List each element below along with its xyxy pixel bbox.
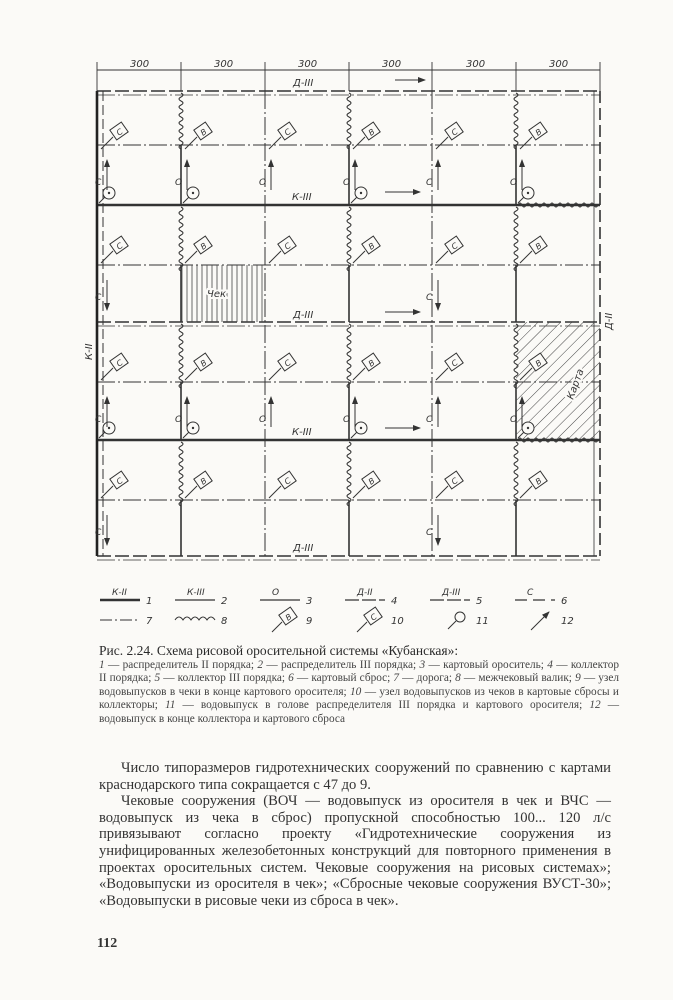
channel-letter: С — [95, 293, 102, 303]
node-letter: В — [533, 127, 544, 138]
legend-number: 12 — [561, 616, 574, 627]
node-letter: В — [366, 241, 377, 252]
node-stem — [353, 368, 365, 380]
caption-item-text: — картовый сброс; — [293, 672, 394, 685]
node-stem — [185, 486, 197, 498]
node-letter: С — [449, 241, 460, 252]
node-letter: С — [282, 476, 293, 487]
head-outlet-dot — [360, 192, 362, 194]
channel-letter: С — [426, 528, 433, 538]
caption-item-text: — коллектор III порядка; — [160, 672, 289, 685]
legend-item — [260, 588, 312, 607]
body-text — [99, 760, 611, 909]
paragraph: Чековые сооружения (ВОЧ — водовыпуск из оросителя в чек и ВЧС — водовыпуск из чека в сброс) пропускной способностью 100... 120 л/с привязывают согласно проекту «Гидротехнические сооружения из унифицированных железобетонных конструкций для повторного применения в проектах оросительных систем. Чековые сооружения на рисовых системах»; «Водовыпуски из оросителя в чек»; «Сбросные чековые сооружения ВУСТ-30»; «Водовыпуски в рисовые чеки из сброса в чек». — [99, 793, 611, 909]
figure-caption — [99, 643, 619, 726]
check-levee-wavy — [179, 324, 183, 388]
head-outlet-stem — [351, 197, 357, 203]
channel-letter: О — [343, 178, 351, 188]
caption-item-text: — межчековый валик; — [460, 672, 576, 685]
node-stem — [353, 486, 365, 498]
caption-item — [99, 659, 257, 671]
head-outlet-dot — [360, 427, 362, 429]
dimension-label: 300 — [382, 59, 402, 70]
node-letter: С — [114, 476, 125, 487]
legend-number: 8 — [221, 616, 228, 627]
road-bottom-label: Д-III — [293, 543, 314, 554]
collector-left-label: К-II — [84, 343, 95, 360]
end-outlet-icon — [531, 612, 549, 630]
node-stem — [185, 137, 197, 149]
caption-item-number: 5 — [154, 672, 161, 685]
caption-item — [393, 672, 455, 684]
channel-letter: С — [95, 528, 102, 538]
legend-symbol-label: К-II — [112, 588, 127, 598]
caption-item-number: 4 — [547, 659, 553, 671]
legend-symbol-label: О — [272, 588, 280, 598]
caption-item-text: — дорога; — [399, 672, 456, 685]
road-middle-label: Д-III — [293, 310, 314, 321]
dimension-label: 300 — [466, 59, 486, 70]
head-outlet-icon — [455, 612, 465, 622]
legend-number: 6 — [561, 596, 568, 607]
legend-number: 4 — [391, 596, 398, 607]
head-outlet-dot — [527, 192, 529, 194]
caption-item-text: — узел водовыпусков из чеков в картовые сбросы и коллекторы; — [99, 685, 619, 712]
head-outlet-stem — [351, 432, 357, 438]
check-label: Чек — [207, 289, 227, 300]
dimension-label: 300 — [549, 59, 569, 70]
node-letter: С — [449, 358, 460, 369]
node-stem — [436, 251, 448, 263]
caption-legend-text — [99, 659, 619, 726]
caption-item — [257, 659, 419, 671]
caption-item — [420, 659, 548, 671]
caption-item-text: — распределитель II порядка; — [104, 659, 258, 671]
check-levee-wavy — [347, 93, 351, 149]
check-levee-wavy — [514, 442, 518, 506]
caption-item — [455, 672, 575, 684]
node-stem — [436, 137, 448, 149]
node-letter: В — [533, 476, 544, 487]
caption-item-number: 7 — [393, 672, 400, 685]
channel-letter: О — [175, 415, 183, 425]
node-letter: В — [366, 358, 377, 369]
node-letter: В — [533, 358, 544, 369]
channel-letter: С — [426, 415, 433, 425]
caption-item — [165, 699, 589, 711]
head-outlet-dot — [192, 427, 194, 429]
node-letter: С — [282, 358, 293, 369]
legend-item — [531, 612, 574, 630]
legend-item — [357, 607, 404, 632]
node-stem — [269, 137, 281, 149]
node-stem — [269, 251, 281, 263]
legend-symbol-label: С — [527, 588, 534, 598]
legend-item — [272, 607, 312, 632]
legend-item — [100, 588, 152, 607]
channel-letter: О — [510, 178, 518, 188]
channel-letter: О — [259, 178, 267, 188]
check-levee-wavy — [514, 207, 518, 271]
caption-item-number: 3 — [419, 659, 426, 671]
node-stem — [353, 137, 365, 149]
head-outlet-dot — [527, 427, 529, 429]
legend-item — [175, 616, 227, 627]
legend-number: 5 — [476, 596, 483, 607]
channel-letter: О — [343, 415, 351, 425]
road-right-label: Д-II — [604, 312, 615, 330]
legend-number: 11 — [476, 616, 489, 627]
legend-item — [175, 588, 227, 607]
head-outlet-stem — [183, 432, 189, 438]
node-stem — [357, 622, 367, 632]
node-letter: В — [198, 241, 209, 252]
map-label: Карта — [565, 367, 587, 402]
legend-number: 10 — [391, 616, 404, 627]
node-letter: В — [198, 127, 209, 138]
caption-item — [155, 672, 289, 684]
collector-upper-label: К-III — [292, 192, 312, 203]
caption-item-number: 1 — [99, 659, 105, 671]
legend-number: 1 — [146, 596, 153, 607]
channel-letter: О — [259, 415, 267, 425]
node-letter: В — [366, 127, 377, 138]
head-outlet-stem — [448, 621, 456, 629]
node-letter: С — [114, 241, 125, 252]
channel-letter: С — [95, 415, 102, 425]
head-outlet-stem — [183, 197, 189, 203]
channel-letter: О — [510, 415, 518, 425]
node-stem — [269, 368, 281, 380]
caption-item-text: — водовыпуск в конце коллектора и картового сброса — [99, 699, 620, 725]
channel-letter: С — [95, 178, 102, 188]
check-levee-wavy — [179, 207, 183, 271]
paragraph: Число типоразмеров гидротехнических сооружений по сравнению с картами краснодарского типа сокращается с 47 до 9. — [99, 760, 611, 793]
collector-lower-label: К-III — [292, 427, 312, 438]
node-letter: С — [449, 127, 460, 138]
node-letter: С — [114, 358, 125, 369]
dimension-label: 300 — [130, 59, 150, 70]
caption-item — [288, 672, 393, 684]
node-stem — [520, 137, 532, 149]
check-levee-wavy — [514, 93, 518, 149]
node-stem — [272, 622, 282, 632]
head-outlet-stem — [518, 197, 524, 203]
node-letter: С — [282, 127, 293, 138]
head-outlet-stem — [99, 197, 105, 203]
node-letter: С — [282, 241, 293, 252]
caption-item-number: 2 — [257, 659, 264, 671]
page-number: 112 — [97, 936, 118, 951]
caption-item-number: 8 — [455, 672, 461, 685]
legend-item — [515, 588, 567, 607]
node-stem — [269, 486, 281, 498]
node-letter: С — [449, 476, 460, 487]
caption-item-text: — картовый ороситель; — [425, 659, 548, 671]
node-stem — [353, 251, 365, 263]
head-outlet-dot — [192, 192, 194, 194]
check-levee-wavy — [518, 203, 598, 207]
caption-item-text: — водовыпуск в голове распределителя III порядка и картового оросителя; — [175, 699, 590, 712]
node-letter: В — [198, 358, 209, 369]
legend-symbol-label: К-III — [187, 588, 205, 598]
levee-legend-symbol — [175, 617, 215, 620]
legend-symbol-label: Д-III — [442, 588, 461, 598]
node-letter: В — [366, 476, 377, 487]
node-stem — [520, 251, 532, 263]
dimension-label: 300 — [214, 59, 234, 70]
caption-item-number: 11 — [164, 699, 176, 712]
check-levee-wavy — [179, 93, 183, 149]
legend-item — [100, 616, 153, 627]
head-outlet-dot — [108, 427, 110, 429]
grid-layer — [97, 62, 600, 560]
node-stem — [185, 251, 197, 263]
legend-symbol-label: С — [368, 612, 379, 623]
caption-item-text: — узел водовыпусков в чеки в конце картового оросителя; — [99, 672, 619, 698]
check-levee-wavy — [347, 442, 351, 506]
node-stem — [436, 368, 448, 380]
legend-number: 2 — [221, 596, 228, 607]
head-outlet-stem — [99, 432, 105, 438]
node-stem — [436, 486, 448, 498]
caption-item-number: 10 — [350, 685, 362, 698]
symbols-layer — [95, 80, 547, 545]
channel-letter: О — [175, 178, 183, 188]
caption-item-number: 6 — [288, 672, 294, 685]
legend-number: 3 — [306, 596, 313, 607]
legend-item — [345, 588, 397, 607]
caption-item-text: — распределитель III порядка; — [263, 659, 420, 671]
caption-item-number: 12 — [589, 699, 601, 712]
caption-item-number: 9 — [575, 672, 581, 685]
legend-symbol-label: Д-II — [357, 588, 373, 598]
legend — [100, 588, 574, 632]
legend-item — [430, 588, 482, 607]
check-levee-wavy — [179, 442, 183, 506]
channel-letter: С — [426, 293, 433, 303]
node-stem — [185, 368, 197, 380]
node-letter: В — [533, 241, 544, 252]
dimension-label: 300 — [298, 59, 318, 70]
channel-letter: С — [426, 178, 433, 188]
head-outlet-dot — [108, 192, 110, 194]
caption-item-text: — коллектор II порядка; — [99, 659, 620, 685]
legend-symbol-label: В — [283, 612, 294, 623]
node-letter: В — [198, 476, 209, 487]
legend-number: 9 — [306, 616, 313, 627]
node-stem — [520, 486, 532, 498]
legend-number: 7 — [146, 616, 153, 627]
check-levee-wavy — [347, 207, 351, 271]
caption-title: Рис. 2.24. Схема рисовой оросительной системы «Кубанская»: — [99, 643, 459, 658]
legend-item — [448, 612, 489, 629]
road-top-label: Д-III — [293, 78, 314, 89]
node-letter: С — [114, 127, 125, 138]
check-levee-wavy — [347, 324, 351, 388]
